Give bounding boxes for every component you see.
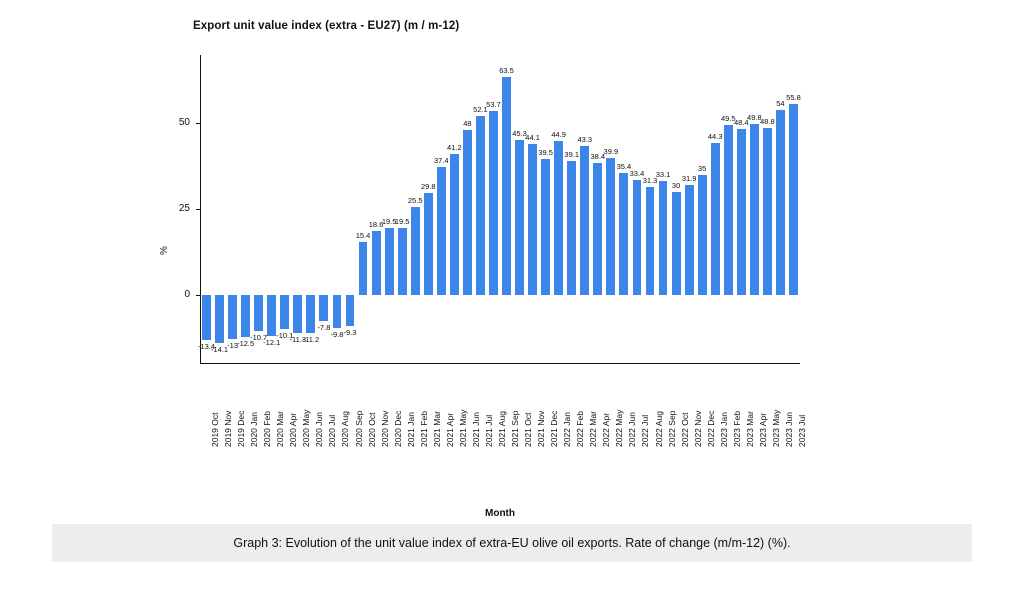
x-tick-label: 2020 May	[301, 409, 312, 447]
y-tick-mark-0	[196, 295, 200, 296]
bar[interactable]	[424, 193, 433, 295]
x-tick-label: 2022 Oct	[679, 412, 690, 447]
bar[interactable]	[646, 187, 655, 294]
x-tick-label: 2020 Dec	[392, 410, 403, 447]
x-tick-label: 2022 May	[614, 409, 625, 447]
bar[interactable]	[437, 167, 446, 295]
bar[interactable]	[280, 295, 289, 330]
bar[interactable]	[711, 143, 720, 295]
x-tick-label: 2022 Jan	[562, 412, 573, 447]
bar-value-label: 33.4	[629, 169, 645, 179]
x-tick-label: 2021 Apr	[444, 412, 455, 447]
bar-value-label: 39.9	[603, 147, 619, 156]
x-tick-label: 2020 Apr	[288, 412, 299, 447]
bar[interactable]	[515, 140, 524, 295]
bar[interactable]	[633, 180, 642, 294]
x-tick-label: 2020 Jun	[314, 412, 325, 447]
bar-value-label: 31.9	[681, 174, 697, 184]
bar-value-label: 15.4	[355, 230, 371, 240]
bar[interactable]	[228, 295, 237, 339]
bar-value-label: -7.8	[317, 323, 331, 333]
bar-value-label: 41.2	[447, 142, 462, 152]
bar-value-label: 49.5	[720, 114, 736, 124]
bar[interactable]	[411, 207, 420, 294]
bar-value-label: 54	[776, 98, 785, 108]
x-tick-label: 2020 Feb	[262, 411, 273, 447]
y-tick-mark-1	[196, 209, 200, 210]
bar[interactable]	[698, 175, 707, 295]
bar-value-label: -13.4	[197, 342, 216, 352]
x-axis-line	[200, 363, 800, 364]
bar-value-label: 29.8	[420, 181, 436, 191]
x-tick-label: 2021 Nov	[536, 410, 547, 447]
bar-value-label: 55.8	[786, 92, 801, 102]
x-tick-label: 2019 Dec	[236, 410, 247, 447]
bar-value-label: 48.4	[733, 117, 749, 127]
x-tick-label: 2021 Aug	[496, 411, 507, 447]
x-tick-label: 2021 Oct	[523, 412, 534, 447]
x-tick-label: 2022 Feb	[575, 411, 586, 447]
bar-value-label: 39.1	[564, 149, 580, 159]
x-tick-label: 2021 Mar	[431, 411, 442, 447]
bar-value-label: -12.1	[263, 337, 281, 347]
bar-value-label: 44.1	[525, 132, 540, 142]
bar-value-label: 31.3	[642, 176, 658, 186]
bar-value-label: 44.3	[707, 131, 723, 141]
x-tick-label: 2021 Jun	[470, 412, 481, 447]
bar-value-label: 52.1	[473, 105, 488, 115]
bar[interactable]	[672, 192, 681, 295]
bar-value-label: -9.3	[343, 328, 357, 338]
x-tick-label: 2020 Sep	[353, 410, 364, 447]
bar-value-label: -10.1	[276, 331, 294, 341]
bar[interactable]	[659, 181, 668, 294]
bar[interactable]	[476, 116, 485, 294]
x-tick-label: 2022 Apr	[601, 412, 612, 447]
bar[interactable]	[750, 124, 759, 294]
x-tick-label: 2021 Jul	[483, 414, 494, 447]
bar[interactable]	[580, 146, 589, 294]
bar[interactable]	[267, 295, 276, 336]
bar[interactable]	[463, 130, 472, 294]
x-axis-label: Month	[485, 508, 515, 519]
x-tick-label: 2022 Mar	[588, 411, 599, 447]
bar[interactable]	[502, 77, 511, 294]
bar[interactable]	[763, 128, 772, 295]
bar[interactable]	[385, 228, 394, 295]
bar-value-label: 39.5	[538, 148, 553, 158]
bar-value-label: 35	[698, 163, 707, 173]
bar[interactable]	[776, 110, 785, 295]
bar[interactable]	[398, 228, 407, 295]
bar[interactable]	[346, 295, 355, 327]
bar-value-label: 37.4	[433, 155, 449, 165]
bar-value-label: -10.7	[250, 333, 268, 343]
x-tick-label: 2023 Jan	[718, 412, 729, 447]
y-tick-label-1: 25	[178, 203, 190, 214]
bar[interactable]	[319, 295, 328, 322]
x-tick-label: 2021 Dec	[549, 410, 560, 447]
bar[interactable]	[293, 295, 302, 334]
x-tick-label: 2023 Apr	[757, 412, 768, 447]
x-tick-label: 2019 Oct	[210, 412, 221, 447]
x-tick-label: 2023 May	[770, 409, 781, 447]
bar[interactable]	[202, 295, 211, 341]
bar[interactable]	[241, 295, 250, 338]
bar-value-label: 35.4	[616, 162, 632, 172]
x-tick-label: 2023 Mar	[744, 411, 755, 447]
y-tick-label-2: 50	[178, 117, 190, 129]
x-tick-label: 2020 Nov	[379, 410, 390, 447]
bar[interactable]	[372, 231, 381, 295]
bar-value-label: 18.6	[368, 219, 384, 229]
x-tick-label: 2022 Sep	[666, 410, 677, 447]
bar[interactable]	[528, 144, 537, 295]
x-tick-label: 2020 Aug	[340, 411, 351, 447]
bar-value-label: -14.1	[211, 344, 229, 354]
x-tick-label: 2023 Jul	[796, 414, 807, 447]
bar-value-label: 45.3	[512, 128, 527, 138]
x-tick-label: 2020 Mar	[275, 411, 286, 447]
bar-value-label: -13	[227, 341, 239, 351]
bar[interactable]	[215, 295, 224, 343]
bar-value-label: 38.4	[590, 152, 606, 162]
bar[interactable]	[450, 154, 459, 295]
bar-value-label: 19.5	[381, 216, 397, 226]
bar[interactable]	[593, 163, 602, 294]
bar[interactable]	[567, 161, 576, 295]
bar[interactable]	[606, 158, 615, 295]
x-tick-label: 2021 Jan	[405, 412, 416, 447]
bar-value-label: 48.8	[760, 116, 775, 126]
bar[interactable]	[724, 125, 733, 294]
bar-value-label: -11.2	[302, 334, 320, 344]
bar-value-label: 49.8	[747, 113, 762, 123]
bar[interactable]	[359, 242, 368, 295]
figure-caption: Graph 3: Evolution of the unit value index of extra-EU olive oil exports. Rate of change (m/m-12) (%).	[233, 536, 791, 550]
bar-value-label: -11.3	[289, 335, 307, 345]
bar[interactable]	[685, 185, 694, 294]
y-tick-mark-2	[196, 123, 200, 124]
x-tick-label: 2019 Nov	[223, 410, 234, 447]
bar[interactable]	[789, 104, 798, 295]
x-tick-label: 2021 Feb	[418, 411, 429, 447]
chart-title: Export unit value index (extra - EU27) (m / m-12)	[193, 20, 460, 32]
bar-value-label: 53.7	[486, 99, 501, 109]
bar[interactable]	[489, 111, 498, 295]
x-tick-label: 2022 Nov	[692, 410, 703, 447]
bar-value-label: -12.5	[237, 339, 255, 349]
y-axis-label: %	[158, 246, 170, 255]
bar-value-label: -9.8	[330, 330, 344, 340]
bar[interactable]	[619, 173, 628, 294]
bar-value-label: 48	[463, 119, 472, 129]
x-tick-label: 2022 Jul	[640, 414, 651, 447]
x-tick-label: 2020 Jan	[249, 412, 260, 447]
x-tick-label: 2023 Jun	[783, 412, 794, 447]
bar-value-label: 63.5	[499, 66, 514, 76]
bar-value-label: 33.1	[655, 170, 671, 180]
bar-value-label: 44.9	[551, 129, 566, 139]
bar-value-label: 25.5	[407, 196, 423, 206]
bar[interactable]	[737, 129, 746, 295]
x-tick-label: 2022 Aug	[653, 411, 664, 447]
x-tick-label: 2020 Oct	[366, 412, 377, 447]
y-tick-label-0: 0	[184, 288, 190, 300]
bar-value-label: 30	[671, 180, 681, 190]
x-tick-label: 2021 May	[457, 409, 468, 447]
bar-value-label: 43.3	[577, 135, 593, 145]
x-tick-label: 2022 Dec	[705, 410, 716, 447]
x-tick-label: 2022 Jun	[627, 412, 638, 447]
x-tick-label: 2021 Sep	[510, 410, 521, 447]
x-tick-label: 2020 Jul	[327, 414, 338, 447]
bar[interactable]	[254, 295, 263, 332]
bar-value-label: 19.5	[394, 216, 410, 226]
bar[interactable]	[333, 295, 342, 329]
bar[interactable]	[541, 159, 550, 294]
bar[interactable]	[554, 141, 563, 295]
x-tick-label: 2023 Feb	[731, 411, 742, 447]
